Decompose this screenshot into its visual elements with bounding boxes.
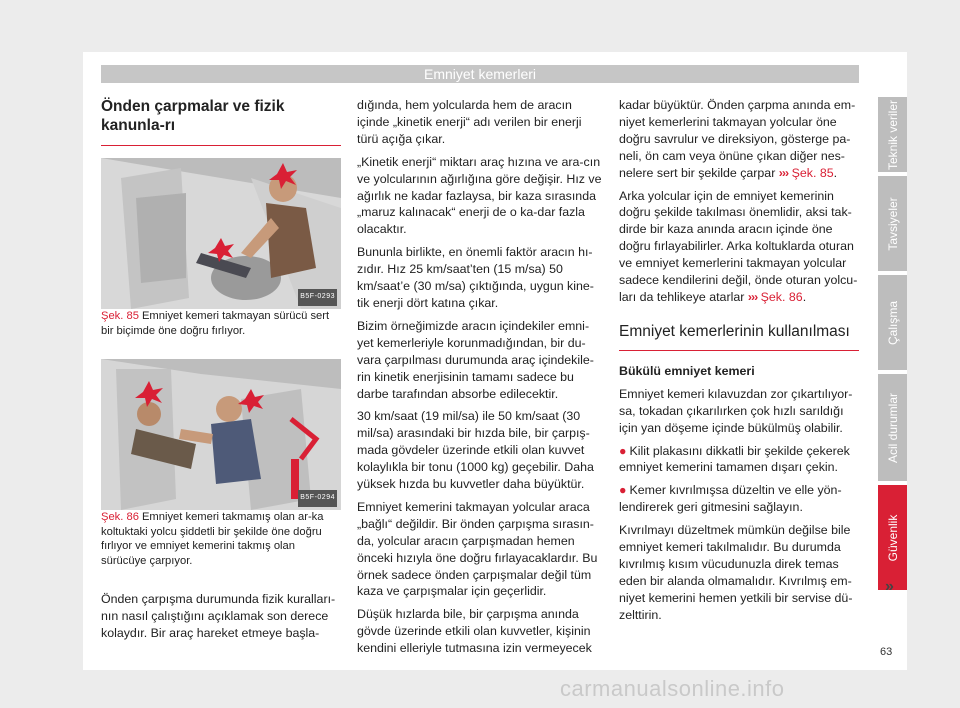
figure-86-caption [101,510,341,568]
chapter-header: Emniyet kemerleri [101,65,859,83]
paragraph: Önden çarpışma durumunda fizik kuralları-nın nasıl çalıştığını açıklamak son derece kolaydır. Bir araç hareket etmeye başla- [101,592,336,640]
paragraph: Düşük hızlarda bile, bir çarpışma anında gövde üzerinde etkili olan kuvvetler, kişinin kendini elleriyle tutmasına izin vermeyecek [357,607,592,656]
paragraph-text: Arka yolcular için de emniyet kemerinin doğru şekilde takılması önemlidir, aksi tak-dirde bir kaza anında aracın içinde öne doğru fırlayabilirler. Arka koltuklarda oturan ve emniyet kemerlerini takmayan yolcular sadece kendilerini değil, önde oturan yolcu-ları da tehlikeye atarlar [619,188,858,304]
paragraph: Bununla birlikte, en önemli faktör aracın hı-zıdır. Hız 25 km/saat’ten (15 m/sa) 50 km/saat’e (30 m/sa) çıktığında, uygun kine-tik enerji dört katına çıkar. [357,245,594,310]
bullet-item [619,443,859,477]
section-heading: Emniyet kemerlerinin kullanılması [619,316,859,351]
paragraph: Emniyet kemeri kılavuzdan zor çıkartılıyor-sa, tokadan çıkarılırken çok hızlı sarıldığı için yan döşeme içinde bükülmüş olabilir. [619,386,853,435]
reference-arrows: ››› [747,289,758,304]
tab-teknik-veriler[interactable] [878,97,907,172]
figure-85-caption [101,309,341,338]
figure-code: B5F-0294 [298,490,337,507]
tab-label: Tavsiyeler [885,196,900,251]
tab-label: Güvenlik [885,514,900,561]
bullet-item [619,482,859,516]
paragraph: dığında, hem yolcularda hem de aracın içinde „kinetik enerji“ adı verilen bir enerji türü açığa çıkar. [357,98,582,146]
figure-code: B5F-0293 [298,289,337,306]
figure-85-link[interactable]: Şek. 85 [791,165,834,180]
column-1 [101,97,341,648]
paragraph: 30 km/saat (19 mil/sa) ile 50 km/saat (30 mil/sa) arasındaki bir hızda bile, bir çarpış-mada gövdeler üzerinde etkili olan kuvvet kolaylıkla bir tonu (1000 kg) geçebilir. Daha yüksek hızda bu kuvvetler daha büyüktür. [357,409,594,492]
figure-86-link[interactable]: Şek. 86 [760,289,803,304]
bullet-icon: ● [619,483,627,498]
figure-86-image [101,359,341,510]
page-number: 63 [880,646,893,658]
continue-arrow-icon: » [885,578,894,595]
tab-label: Acil durumlar [885,392,900,463]
figure-label: Şek. 86 [101,511,139,523]
paragraph: kadar büyüktür. Önden çarpma anında em-niyet kemerlerini takmayan yolcular öne doğru savrulur ve direksiyon, gösterge pa-neli, ön cam veya önüne çıkan diğer nes-nelere sert bir şekilde çarpar ››› Şek. 85. [619,98,856,180]
reference-arrows: ››› [778,165,789,180]
watermark: carmanualsonline.info [560,676,785,701]
subsection-heading: Bükülü emniyet kemeri [619,363,755,378]
tab-label: Teknik veriler [885,99,900,170]
bullet-icon: ● [619,443,627,458]
bullet-text: Kemer kıvrılmışsa düzeltin ve elle yön-lendirerek geri gitmesini sağlayın. [619,483,842,515]
column-2 [357,97,602,663]
paragraph: „Kinetik enerji“ miktarı araç hızına ve ara-cın ve yolcularının ağırlığına göre değişir. Hız ve ağırlık ne kadar fazlaysa, bir kaza sırasında „maruz kalınacak“ enerji de o ka-dar fazla olacaktır. [357,154,602,237]
column-3 [619,97,859,630]
figure-85-image [101,158,341,309]
paragraph-text: kadar büyüktür. Önden çarpma anında em-niyet kemerlerini takmayan yolcular öne doğru savrulur ve direksiyon, gösterge pa-neli, ön cam veya önüne çıkan diğer nes-nelere sert bir şekilde çarpar [619,98,856,180]
paragraph: Arka yolcular için de emniyet kemerinin doğru şekilde takılması önemlidir, aksi tak-dirde bir kaza anında aracın içinde öne doğru fırlayabilirler. Arka koltuklarda oturan ve emniyet kemerlerini takmayan yolcular sadece kendilerini değil, önde oturan yolcu-ları da tehlikeye atarlar ››› Şek. 86. [619,188,858,304]
tab-label: Çalışma [885,300,900,345]
section-title: Önden çarpmalar ve fizik kanunla-rı [101,97,341,146]
figure-label: Şek. 85 [101,310,139,322]
paragraph: Kıvrılmayı düzeltmek mümkün değilse bile emniyet kemeri takılmalıdır. Bu durumda kıvrılmış kısım vücudunuzla direk temas eden bir alanda olmamalıdır. Kıvrılmış em-niyet kemerini hemen yetkili bir servise dü-zelttirin. [619,523,853,622]
tab-calisma[interactable] [878,275,907,370]
bullet-text: Kilit plakasını dikkatli bir şekilde çekerek emniyet kemerini tamamen dışarı çekin. [619,443,850,475]
tab-guvenlik[interactable] [878,485,907,590]
paragraph: Bizim örneğimizde aracın içindekiler emni-yet kemerleriyle korunmadığından, bir du-vara çarpılması durumunda araç içindekile-rin kinetik enerjisinin tamamı sadece bu darbe tarafından absorbe edilecektir. [357,318,594,401]
paragraph: Emniyet kemerini takmayan yolcular araca „bağlı“ değildir. Bir önden çarpışma sırasın-da, yolcular aracın çarpışmadan hemen önceki hızıyla öne doğru fırlayacaklardır. Bu örnek sadece önden çarpışmalar değil tüm kaza ve çarpışmalar için geçerlidir. [357,499,598,599]
caption-text: Emniyet kemeri takmayan sürücü sert bir biçimde öne doğru fırlıyor. [101,310,330,337]
tab-acil-durumlar[interactable] [878,374,907,481]
tab-tavsiyeler[interactable] [878,176,907,271]
caption-text: Emniyet kemeri takmamış olan ar-ka koltuktaki yolcu şiddetli bir şekilde öne doğru fırlıyor ve emniyet kemerini takmış olan sürücüye çarpıyor. [101,511,324,567]
